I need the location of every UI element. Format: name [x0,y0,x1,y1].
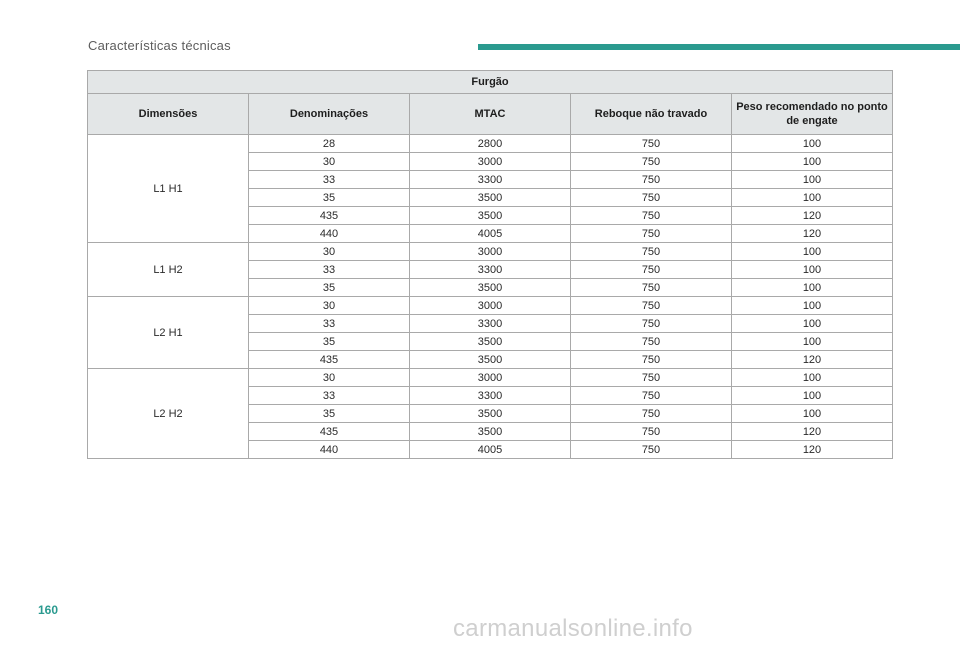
designation-cell: 33 [249,315,410,333]
table-row [88,369,893,387]
designation-cell: 30 [249,369,410,387]
dimension-cell: L2 H1 [88,297,249,369]
mtac-cell: 3000 [410,369,571,387]
column-header-nose-weight: Peso recomendado no ponto de engate [732,94,893,135]
mtac-cell: 3000 [410,243,571,261]
dimension-cell: L2 H2 [88,369,249,459]
column-header-designations: Denominações [249,94,410,135]
dimension-cell: L1 H1 [88,135,249,243]
mtac-cell: 3500 [410,405,571,423]
unbraked-trailer-cell: 750 [571,297,732,315]
designation-cell: 435 [249,423,410,441]
section-accent-bar [478,44,960,50]
mtac-cell: 3500 [410,279,571,297]
mtac-cell: 3000 [410,297,571,315]
nose-weight-cell: 100 [732,189,893,207]
unbraked-trailer-cell: 750 [571,423,732,441]
nose-weight-cell: 100 [732,297,893,315]
table-row [88,297,893,315]
mtac-cell: 3500 [410,207,571,225]
nose-weight-cell: 100 [732,405,893,423]
column-header-unbraked-trailer: Reboque não travado [571,94,732,135]
designation-cell: 30 [249,243,410,261]
unbraked-trailer-cell: 750 [571,441,732,459]
table-body [88,135,893,459]
column-header-dimensions: Dimensões [88,94,249,135]
nose-weight-cell: 100 [732,333,893,351]
unbraked-trailer-cell: 750 [571,369,732,387]
designation-cell: 35 [249,279,410,297]
mtac-cell: 3500 [410,333,571,351]
nose-weight-cell: 100 [732,243,893,261]
dimension-cell: L1 H2 [88,243,249,297]
unbraked-trailer-cell: 750 [571,279,732,297]
nose-weight-cell: 100 [732,387,893,405]
column-header-mtac: MTAC [410,94,571,135]
mtac-cell: 3000 [410,153,571,171]
unbraked-trailer-cell: 750 [571,153,732,171]
mtac-cell: 3300 [410,261,571,279]
unbraked-trailer-cell: 750 [571,171,732,189]
nose-weight-cell: 120 [732,423,893,441]
mtac-cell: 3500 [410,423,571,441]
nose-weight-cell: 100 [732,369,893,387]
unbraked-trailer-cell: 750 [571,225,732,243]
watermark: carmanualsonline.info [453,615,693,642]
nose-weight-cell: 120 [732,351,893,369]
designation-cell: 30 [249,297,410,315]
designation-cell: 30 [249,153,410,171]
designation-cell: 33 [249,171,410,189]
unbraked-trailer-cell: 750 [571,315,732,333]
mtac-cell: 3500 [410,189,571,207]
table-row [88,243,893,261]
table-header-row [88,94,893,135]
unbraked-trailer-cell: 750 [571,135,732,153]
unbraked-trailer-cell: 750 [571,207,732,225]
unbraked-trailer-cell: 750 [571,333,732,351]
unbraked-trailer-cell: 750 [571,243,732,261]
mtac-cell: 4005 [410,441,571,459]
mtac-cell: 2800 [410,135,571,153]
mtac-cell: 3300 [410,171,571,189]
designation-cell: 33 [249,387,410,405]
towing-weights-table [87,70,893,459]
page-number: 160 [38,603,59,617]
nose-weight-cell: 100 [732,135,893,153]
mtac-cell: 4005 [410,225,571,243]
nose-weight-cell: 100 [732,171,893,189]
nose-weight-cell: 120 [732,441,893,459]
mtac-cell: 3500 [410,351,571,369]
table-row [88,135,893,153]
designation-cell: 35 [249,189,410,207]
unbraked-trailer-cell: 750 [571,189,732,207]
designation-cell: 35 [249,333,410,351]
nose-weight-cell: 100 [732,279,893,297]
designation-cell: 33 [249,261,410,279]
designation-cell: 435 [249,207,410,225]
nose-weight-cell: 100 [732,261,893,279]
nose-weight-cell: 100 [732,315,893,333]
mtac-cell: 3300 [410,387,571,405]
section-title: Características técnicas [88,38,231,53]
mtac-cell: 3300 [410,315,571,333]
unbraked-trailer-cell: 750 [571,387,732,405]
nose-weight-cell: 120 [732,225,893,243]
unbraked-trailer-cell: 750 [571,261,732,279]
designation-cell: 35 [249,405,410,423]
designation-cell: 440 [249,225,410,243]
nose-weight-cell: 120 [732,207,893,225]
unbraked-trailer-cell: 750 [571,405,732,423]
nose-weight-cell: 100 [732,153,893,171]
unbraked-trailer-cell: 750 [571,351,732,369]
designation-cell: 435 [249,351,410,369]
designation-cell: 28 [249,135,410,153]
table-group-title: Furgão [88,71,893,94]
designation-cell: 440 [249,441,410,459]
